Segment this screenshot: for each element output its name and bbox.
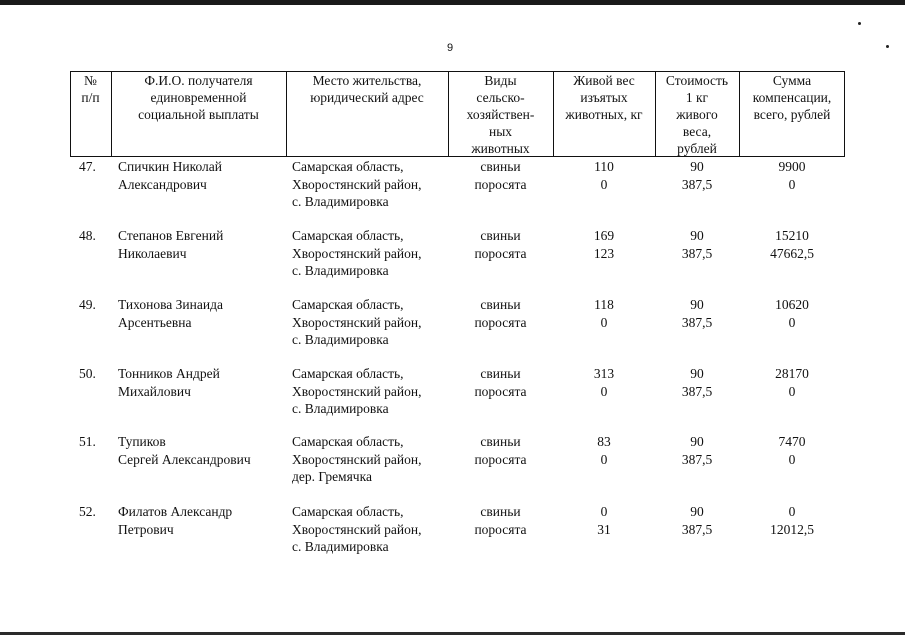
row-number: [79, 296, 119, 314]
column-header-line: животных, кг: [565, 107, 643, 122]
column-header: [553, 72, 655, 123]
column-header-line: Сумма: [772, 73, 812, 88]
recipient-name: [118, 158, 288, 193]
column-header-line: рублей: [677, 141, 717, 156]
animal-types-line: поросята: [474, 314, 527, 330]
live-weight-line: 31: [597, 521, 611, 537]
animal-types: [448, 503, 553, 538]
address-line: Самарская область,: [292, 228, 404, 243]
column-header-line: компенсации,: [752, 90, 832, 105]
live-weight: [553, 503, 655, 538]
live-weight-line: 0: [600, 314, 608, 330]
animal-types-line: поросята: [474, 176, 527, 192]
price-per-kg-line: 90: [690, 297, 704, 312]
column-header-line: п/п: [81, 90, 100, 105]
address-line: с. Владимировка: [292, 332, 389, 347]
address: [292, 227, 452, 280]
address-line: Самарская область,: [292, 366, 404, 381]
price-per-kg: [655, 365, 739, 400]
address-line: Хворостянский район,: [292, 245, 422, 261]
address-line: Хворостянский район,: [292, 383, 422, 399]
address-line: Самарская область,: [292, 434, 404, 449]
column-header-line: Место жительства,: [312, 73, 422, 88]
price-per-kg-line: 387,5: [681, 451, 713, 467]
column-header: [70, 72, 111, 106]
column-header-line: живого: [676, 107, 718, 122]
recipient-name-line: Александрович: [118, 176, 207, 192]
live-weight-line: 0: [600, 451, 608, 467]
compensation-total-line: 47662,5: [770, 245, 814, 261]
row-number: [79, 158, 119, 176]
animal-types: [448, 365, 553, 400]
compensation-total: [739, 433, 845, 468]
address: [292, 296, 452, 349]
price-per-kg: [655, 296, 739, 331]
price-per-kg-line: 387,5: [681, 176, 713, 192]
column-header-line: сельско-: [476, 90, 525, 105]
compensation-total-line: 0: [788, 383, 796, 399]
live-weight-line: 313: [593, 366, 615, 381]
address-line: с. Владимировка: [292, 194, 389, 209]
live-weight-line: 0: [600, 383, 608, 399]
live-weight-line: 83: [597, 434, 611, 449]
column-header-line: 1 кг: [685, 90, 709, 105]
column-header-line: №: [84, 73, 97, 88]
column-header-line: единовременной: [150, 90, 247, 105]
live-weight-line: 0: [600, 176, 608, 192]
row-number-line: 49.: [79, 297, 96, 312]
recipient-name: [118, 227, 288, 262]
animal-types-line: свиньи: [480, 228, 521, 243]
animal-types-line: свиньи: [480, 504, 521, 519]
compensation-total-line: 0: [788, 451, 796, 467]
compensation-total-line: 15210: [775, 228, 809, 243]
live-weight-line: 169: [593, 228, 615, 243]
recipient-name-line: Филатов Александр: [118, 504, 233, 519]
recipient-name-line: Петрович: [118, 521, 174, 537]
address-line: с. Владимировка: [292, 263, 389, 278]
column-header-line: Виды: [484, 73, 517, 88]
column-header: [739, 72, 845, 123]
column-header-line: социальной выплаты: [138, 107, 259, 122]
animal-types-line: свиньи: [480, 159, 521, 174]
address-line: Хворостянский район,: [292, 314, 422, 330]
live-weight: [553, 365, 655, 400]
live-weight: [553, 227, 655, 262]
compensation-total-line: 28170: [775, 366, 809, 381]
recipient-name-line: Николаевич: [118, 245, 187, 261]
live-weight: [553, 433, 655, 468]
animal-types-line: поросята: [474, 521, 527, 537]
column-header-line: Ф.И.О. получателя: [144, 73, 253, 88]
price-per-kg-line: 387,5: [681, 314, 713, 330]
column-header-line: хозяйствен-: [466, 107, 535, 122]
address-line: с. Владимировка: [292, 401, 389, 416]
recipient-name-line: Степанов Евгений: [118, 228, 224, 243]
animal-types-line: поросята: [474, 451, 527, 467]
column-header: [655, 72, 739, 157]
column-header-line: изъятых: [580, 90, 628, 105]
column-header-line: Живой вес: [573, 73, 635, 88]
column-header-line: веса,: [682, 124, 712, 139]
address-line: дер. Гремячка: [292, 469, 372, 484]
recipient-name: [118, 503, 288, 538]
address: [292, 433, 452, 486]
price-per-kg: [655, 433, 739, 468]
price-per-kg-line: 90: [690, 434, 704, 449]
compensation-total-line: 0: [788, 504, 796, 519]
compensation-total-line: 0: [788, 176, 796, 192]
row-number-line: 47.: [79, 159, 96, 174]
compensation-total: [739, 503, 845, 538]
scan-edge-top: [0, 0, 905, 5]
animal-types: [448, 158, 553, 193]
scan-edge-bottom: [0, 632, 905, 635]
compensation-total: [739, 227, 845, 262]
animal-types-line: поросята: [474, 245, 527, 261]
address: [292, 503, 452, 556]
recipient-name-line: Арсентьевна: [118, 314, 192, 330]
row-number-line: 48.: [79, 228, 96, 243]
live-weight-line: 110: [594, 159, 614, 174]
scan-speck: [858, 22, 861, 25]
address-line: Самарская область,: [292, 159, 404, 174]
live-weight: [553, 296, 655, 331]
animal-types-line: свиньи: [480, 297, 521, 312]
row-number-line: 50.: [79, 366, 96, 381]
row-number-line: 52.: [79, 504, 96, 519]
compensation-total: [739, 158, 845, 193]
price-per-kg: [655, 503, 739, 538]
column-header: [111, 72, 286, 123]
address-line: Хворостянский район,: [292, 451, 422, 467]
recipient-name: [118, 296, 288, 331]
price-per-kg-line: 90: [690, 159, 704, 174]
recipient-name: [118, 433, 288, 468]
address-line: Хворостянский район,: [292, 521, 422, 537]
address-line: Самарская область,: [292, 297, 404, 312]
address: [292, 365, 452, 418]
animal-types: [448, 433, 553, 468]
live-weight-line: 123: [593, 245, 615, 261]
recipient-name-line: Тупиков: [118, 434, 166, 449]
recipient-name: [118, 365, 288, 400]
recipient-name-line: Сергей Александрович: [118, 451, 251, 467]
page-number: 9: [446, 42, 454, 54]
live-weight-line: 0: [600, 504, 608, 519]
compensation-total: [739, 365, 845, 400]
row-number: [79, 227, 119, 245]
price-per-kg-line: 90: [690, 366, 704, 381]
recipient-name-line: Тихонова Зинаида: [118, 297, 223, 312]
compensation-total-line: 7470: [778, 434, 806, 449]
live-weight: [553, 158, 655, 193]
live-weight-line: 118: [594, 297, 614, 312]
animal-types-line: поросята: [474, 383, 527, 399]
address-line: с. Владимировка: [292, 539, 389, 554]
address: [292, 158, 452, 211]
column-header-line: всего, рублей: [753, 107, 831, 122]
column-header: [286, 72, 448, 106]
recipient-name-line: Спичкин Николай: [118, 159, 222, 174]
column-header-line: Стоимость: [665, 73, 729, 88]
price-per-kg: [655, 227, 739, 262]
animal-types: [448, 296, 553, 331]
row-number: [79, 433, 119, 451]
column-header-line: животных: [471, 141, 530, 156]
animal-types-line: свиньи: [480, 366, 521, 381]
row-number-line: 51.: [79, 434, 96, 449]
column-header-line: ных: [488, 124, 513, 139]
column-header: [448, 72, 553, 157]
price-per-kg-line: 90: [690, 504, 704, 519]
recipient-name-line: Тонников Андрей: [118, 366, 220, 381]
price-per-kg-line: 387,5: [681, 521, 713, 537]
row-number: [79, 365, 119, 383]
compensation-total-line: 10620: [775, 297, 809, 312]
price-per-kg: [655, 158, 739, 193]
scan-speck: [886, 45, 889, 48]
price-per-kg-line: 90: [690, 228, 704, 243]
compensation-total-line: 0: [788, 314, 796, 330]
compensation-total-line: 12012,5: [770, 521, 814, 537]
column-header-line: юридический адрес: [310, 90, 424, 105]
recipient-name-line: Михайлович: [118, 383, 191, 399]
row-number: [79, 503, 119, 521]
address-line: Самарская область,: [292, 504, 404, 519]
compensation-total: [739, 296, 845, 331]
price-per-kg-line: 387,5: [681, 383, 713, 399]
address-line: Хворостянский район,: [292, 176, 422, 192]
animal-types: [448, 227, 553, 262]
price-per-kg-line: 387,5: [681, 245, 713, 261]
compensation-total-line: 9900: [778, 159, 806, 174]
animal-types-line: свиньи: [480, 434, 521, 449]
